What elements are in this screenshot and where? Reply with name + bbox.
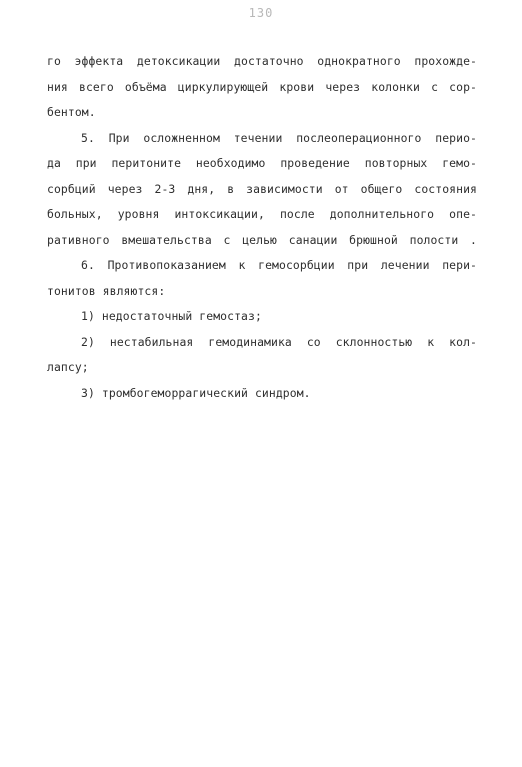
- body-text: [47, 49, 477, 406]
- list-item: 3) тромбогеморрагический синдром.: [81, 385, 311, 400]
- text-line: бентом.: [47, 105, 96, 119]
- text-line: ния всего объёма циркулирующей крови через колонки с сор-: [47, 79, 477, 94]
- text-line: 6. Противопоказанием к гемосорбции при лечении пери-: [81, 258, 477, 272]
- text-line: го эффекта детоксикации достаточно однократного прохожде-: [47, 54, 477, 68]
- text-line: 5. При осложненном течении послеоперационного перио-: [81, 130, 477, 145]
- text-line: больных, уровня интоксикации, после дополнительного опе-: [47, 207, 477, 221]
- list-item: 2) нестабильная гемодинамика со склонностью к кол-: [81, 334, 477, 349]
- text-line: тонитов являются:: [47, 283, 166, 298]
- text-line: сорбций через 2-3 дня, в зависимости от общего состояния: [47, 181, 477, 196]
- page-number: 130: [248, 6, 274, 20]
- list-item: 1) недостаточный гемостаз;: [81, 309, 262, 323]
- text-line: да при перитоните необходимо проведение повторных гемо-: [47, 156, 477, 170]
- text-line: лапсу;: [47, 360, 89, 374]
- text-line: ративного вмешательства с целью санации брюшной полости .: [47, 232, 477, 247]
